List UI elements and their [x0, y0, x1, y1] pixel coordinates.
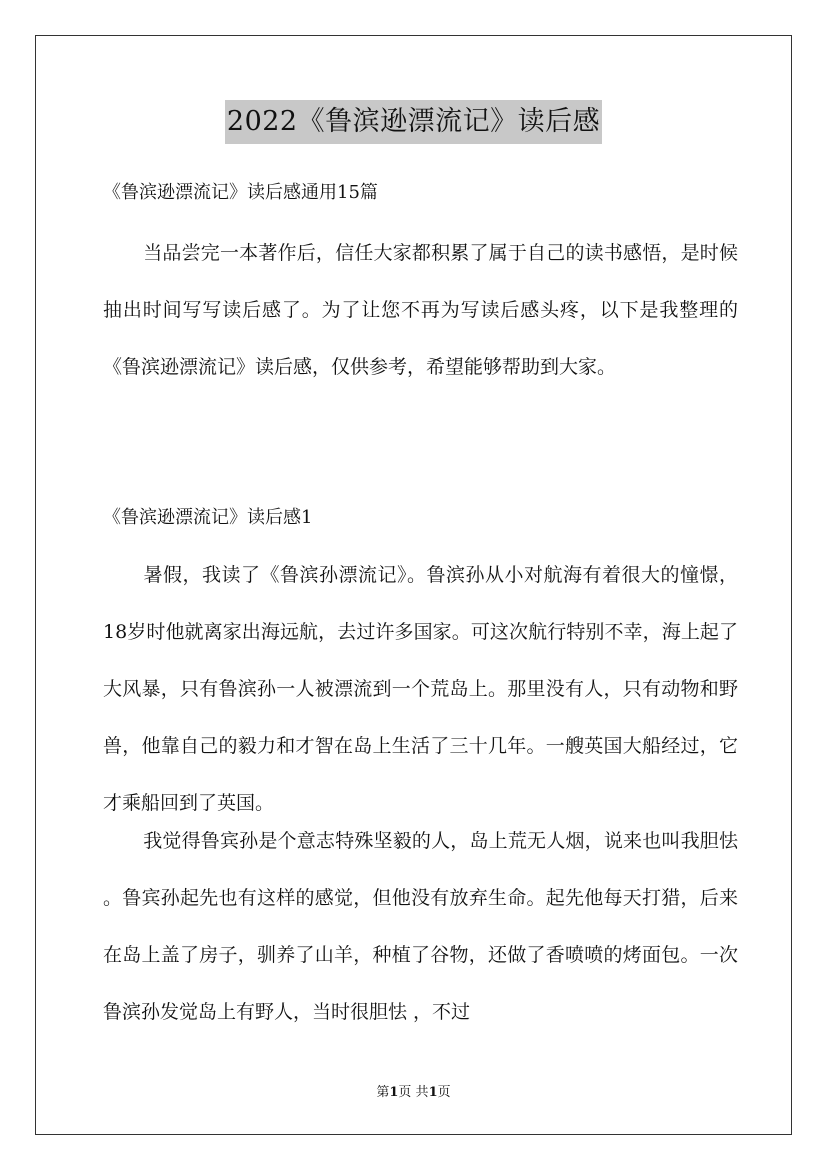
- paragraph-2: [103, 813, 738, 1041]
- footer-page-mid: 页 共: [398, 1085, 429, 1100]
- intro-paragraph-text: 当品尝完一本著作后，信任大家都积累了属于自己的读书感悟，是时候抽出时间写写读后感了。为了让您不再为写读后感头疼，以下是我整理的《鲁滨逊漂流记》读后感，仅供参考，希望能够帮助到大家。: [103, 242, 738, 378]
- footer-page-number: 1: [389, 1085, 399, 1100]
- paragraph-1: [103, 547, 738, 832]
- document-title: 2022《鲁滨逊漂流记》读后感: [225, 100, 602, 144]
- page-footer: [0, 1083, 827, 1103]
- intro-paragraph: [103, 225, 738, 396]
- footer-page-suffix: 页: [437, 1085, 451, 1100]
- paragraph-1-text: 暑假，我读了《鲁滨孙漂流记》。鲁滨孙从小对航海有着很大的憧憬，18岁时他就离家出海远航，去过许多国家。可这次航行特别不幸，海上起了大风暴，只有鲁滨孙一人被漂流到一个荒岛上。那里没有人，只有动物和野兽，他靠自己的毅力和才智在岛上生活了三十几年。一艘英国大船经过，它才乘船回到了英国。: [103, 564, 738, 814]
- paragraph-2-text: 我觉得鲁宾孙是个意志特殊坚毅的人，岛上荒无人烟，说来也叫我胆怯 。鲁宾孙起先也有这样的感觉，但他没有放弃生命。起先他每天打猎，后来在岛上盖了房子，驯养了山羊，种植了谷物，还做了香喷喷的烤面包。一次鲁滨孙发觉岛上有野人，当时很胆怯 ，不过: [103, 830, 738, 1023]
- footer-page-prefix: 第: [376, 1085, 390, 1100]
- section-heading: 《鲁滨逊漂流记》读后感1: [103, 507, 313, 528]
- title-container: [0, 100, 827, 144]
- footer-page-total: 1: [428, 1085, 438, 1100]
- document-subtitle: 《鲁滨逊漂流记》读后感通用15篇: [103, 182, 378, 203]
